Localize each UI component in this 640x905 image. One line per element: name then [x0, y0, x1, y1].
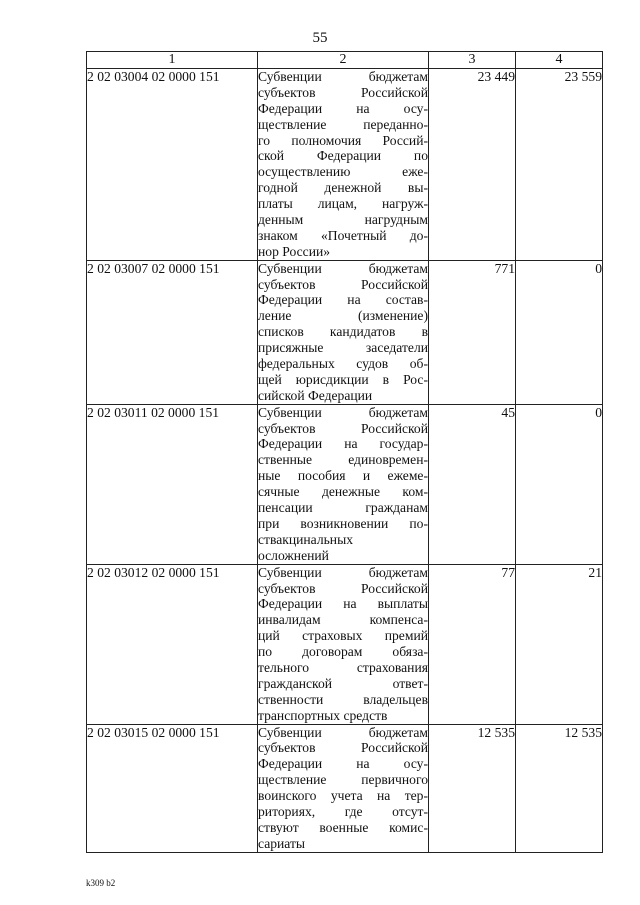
description-line: при возникновении по- [258, 515, 428, 531]
budget-code-cell: 2 02 03012 02 0000 151 [87, 564, 258, 724]
description-cell [258, 404, 429, 564]
description-line: ществление первичного [258, 772, 428, 788]
description-line: списков кандидатов в [258, 324, 428, 340]
description-line: осуществлению еже- [258, 164, 428, 180]
description-line: ствакцинальных [258, 531, 354, 547]
description-cell [258, 69, 429, 261]
table-row [87, 260, 603, 404]
amount-column-4-cell: 21 [516, 564, 603, 724]
description-line: Субвенции бюджетам [258, 724, 428, 740]
amount-column-3-cell: 23 449 [429, 69, 516, 261]
description-line: Субвенции бюджетам [258, 260, 428, 276]
description-line: присяжные заседатели [258, 340, 428, 356]
table-header-row [87, 52, 603, 69]
amount-column-3-cell: 77 [429, 564, 516, 724]
description-line: Федерации на государ- [258, 436, 428, 452]
description-line: транспортных средств [258, 707, 388, 723]
column-header-3: 3 [429, 52, 516, 69]
description-line: ствуют военные комис- [258, 819, 428, 835]
amount-column-3-cell: 12 535 [429, 724, 516, 852]
description-line: федеральных судов об- [258, 356, 428, 372]
description-line: субъектов Российской [258, 740, 428, 756]
description-line: сячные денежные ком- [258, 484, 428, 500]
description-line: ственности владельцев [258, 691, 428, 707]
description-line: сариаты [258, 835, 306, 851]
amount-column-4-cell: 23 559 [516, 69, 603, 261]
table-row [87, 564, 603, 724]
column-header-2: 2 [258, 52, 429, 69]
description-line: тельного страхования [258, 659, 428, 675]
table-row [87, 724, 603, 852]
description-line: ные пособия и ежеме- [258, 468, 428, 484]
description-line: платы лицам, нагруж- [258, 196, 428, 212]
description-line: ление (изменение) [258, 308, 428, 324]
table-row [87, 69, 603, 261]
description-line: денным нагрудным [258, 212, 428, 228]
description-line: Федерации на состав- [258, 292, 428, 308]
amount-column-4-cell: 0 [516, 404, 603, 564]
budget-code-cell: 2 02 03011 02 0000 151 [87, 404, 258, 564]
description-line: ций страховых премий [258, 628, 428, 644]
description-line: нор России» [258, 243, 331, 259]
page-number: 55 [312, 30, 328, 46]
description-line: по договорам обяза- [258, 644, 428, 660]
table-row [87, 404, 603, 564]
description-line: пенсации гражданам [258, 500, 428, 516]
description-cell [258, 564, 429, 724]
amount-column-3-cell: 771 [429, 260, 516, 404]
budget-table [86, 51, 603, 853]
description-line: субъектов Российской [258, 84, 428, 100]
description-line: Субвенции бюджетам [258, 69, 428, 84]
description-line: Федерации на осу- [258, 756, 428, 772]
description-line: субъектов Российской [258, 580, 428, 596]
description-line: знаком «Почетный до- [258, 227, 428, 243]
description-cell [258, 724, 429, 852]
description-line: ственные единовремен- [258, 452, 428, 468]
description-line: сийской Федерации [258, 387, 373, 403]
budget-code-cell: 2 02 03004 02 0000 151 [87, 69, 258, 261]
amount-column-4-cell: 12 535 [516, 724, 603, 852]
description-line: Субвенции бюджетам [258, 404, 428, 420]
description-line: щей юрисдикции в Рос- [258, 371, 428, 387]
amount-column-4-cell: 0 [516, 260, 603, 404]
description-cell [258, 260, 429, 404]
budget-code-cell: 2 02 03007 02 0000 151 [87, 260, 258, 404]
description-line: Федерации на выплаты [258, 596, 428, 612]
description-line: риториях, где отсут- [258, 803, 428, 819]
description-line: Субвенции бюджетам [258, 564, 428, 580]
description-line: субъектов Российской [258, 420, 428, 436]
footer-document-code: k309 b2 [86, 878, 116, 888]
description-line: Федерации на осу- [258, 100, 428, 116]
description-line: ской Федерации по [258, 148, 428, 164]
column-header-1: 1 [87, 52, 258, 69]
description-line: гражданской ответ- [258, 675, 428, 691]
budget-code-cell: 2 02 03015 02 0000 151 [87, 724, 258, 852]
description-line: осложнений [258, 547, 329, 563]
description-line: годной денежной вы- [258, 180, 428, 196]
description-line: ществление переданно- [258, 116, 428, 132]
description-line: го полномочия Россий- [258, 132, 428, 148]
amount-column-3-cell: 45 [429, 404, 516, 564]
description-line: инвалидам компенса- [258, 612, 428, 628]
description-line: субъектов Российской [258, 276, 428, 292]
description-line: воинского учета на тер- [258, 788, 428, 804]
column-header-4: 4 [516, 52, 603, 69]
